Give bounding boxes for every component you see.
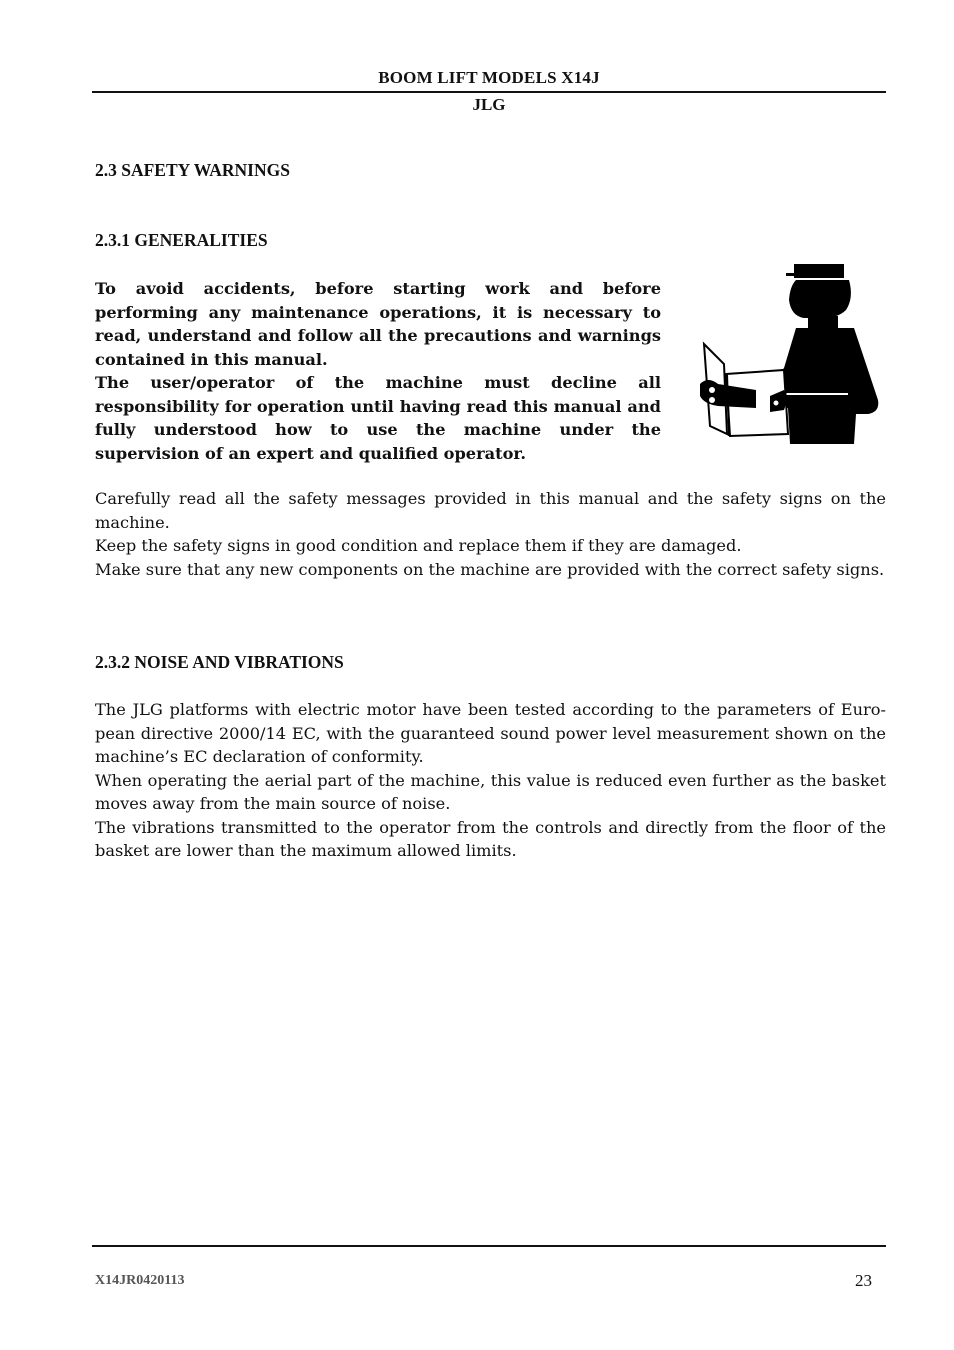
- paragraph: Carefully read all the safety messages provided in this manual and the safety signs on the machine.: [95, 489, 886, 532]
- noise-heading: 2.3.2 NOISE AND VIBRATIONS: [95, 652, 344, 672]
- safety-warning-1: To avoid accidents, before starting work and before performing any maintenance operations, it is necessary to read, understand and follow all the precautions and warnings contained in this manual.: [95, 279, 661, 369]
- paragraph: The vibrations transmitted to the operator from the controls and directly from the floor of the basket are lower than the maximum allowed limits.: [95, 817, 886, 860]
- paragraph: Keep the safety signs in good condition and replace them if they are damaged.: [95, 536, 742, 555]
- paragraph: Make sure that any new components on the machine are provided with the correct safety signs.: [95, 559, 885, 579]
- paragraph: The JLG platforms with electric motor have been tested according to the parameters of European directive 2000/14 EC, with the guaranteed sound power level measurement shown on the machine’s EC declaration of conformity.: [95, 700, 886, 766]
- noise-text: [95, 698, 886, 863]
- safety-warning-2: The user/operator of the machine must decline all responsibility for operation until having read this manual and fully understood how to use the machine under the supervision of an expert and qualified operator.: [95, 373, 661, 463]
- generalities-text: [95, 487, 886, 581]
- header-title: BOOM LIFT MODELS X14J: [378, 68, 600, 87]
- header-divider: [92, 91, 886, 93]
- reading-person-icon: [696, 258, 882, 448]
- footer-divider: [92, 1245, 886, 1247]
- document-code: X14JR0420113: [95, 1273, 185, 1288]
- section-heading: 2.3 SAFETY WARNINGS: [95, 160, 290, 180]
- operator-reading-manual-figure: [696, 258, 882, 448]
- paragraph: When operating the aerial part of the machine, this value is reduced even further as the basket moves away from the main source of noise.: [95, 770, 886, 813]
- safety-warning-block: [95, 277, 661, 465]
- header-subtitle: JLG: [472, 95, 506, 114]
- generalities-heading: 2.3.1 GENERALITIES: [95, 230, 268, 250]
- page-number: 23: [855, 1271, 872, 1290]
